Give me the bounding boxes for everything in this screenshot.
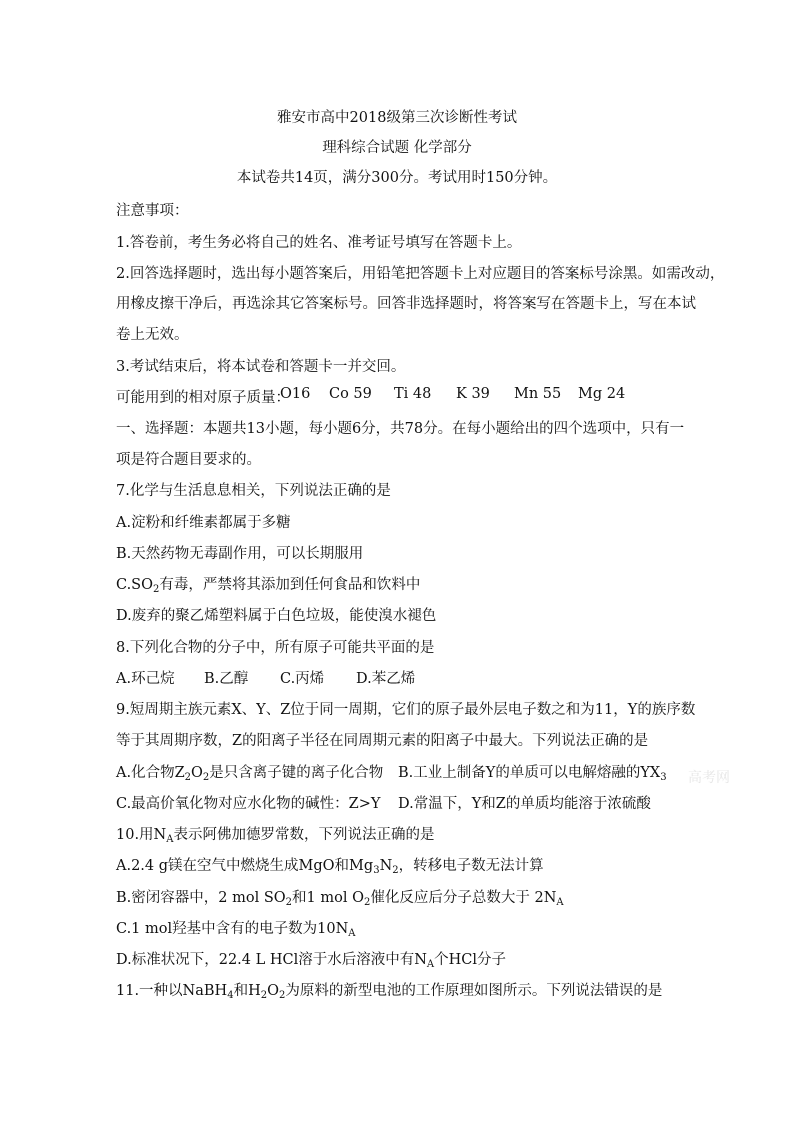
- notice-heading: 注意事项：: [116, 203, 189, 219]
- q9-option-c: C.最高价氧化物对应水化物的碱性：Z>Y: [116, 796, 381, 812]
- atomic-mass-item: Mn 55: [514, 386, 562, 402]
- q10-stem: 10.用$N_A$表示阿佛加德罗常数，下列说法正确的是: [116, 827, 435, 845]
- q10-option-c: C.1 mol羟基中含有的电子数为$10N_A$: [116, 921, 356, 939]
- q8-option-c: C.丙烯: [280, 671, 325, 687]
- q10-option-b: B.密闭容器中，2 mol $SO_2$和1 mol $O_2$催化反应后分子总数大于 $2N_A$: [116, 890, 564, 908]
- q7-option-d: D.废弃的聚乙烯塑料属于白色垃圾，能使溴水褪色: [116, 608, 437, 624]
- section-1-line-1: 一、选择题：本题共13小题，每小题6分，共78分。在每小题给出的四个选项中，只有一: [116, 421, 685, 437]
- q10-option-d: D.标准状况下，22.4 L HCl溶于水后溶液中有$N_A$个HCl分子: [116, 952, 507, 970]
- exam-subtitle: 理科综合试题 化学部分: [322, 140, 472, 156]
- q9-option-b: B.工业上制备Y的单质可以电解熔融的$YX_3$: [398, 765, 667, 783]
- q7-stem: 7.化学与生活息息相关，下列说法正确的是: [116, 483, 391, 499]
- section-1-line-2: 项是符合题目要求的。: [116, 452, 261, 468]
- q8-option-d: D.苯乙烯: [356, 671, 416, 687]
- notice-item-2-line-1: 2.回答选择题时，选出每小题答案后，用铅笔把答题卡上对应题目的答案标号涂黑。如需改动，: [116, 266, 725, 282]
- notice-item-3: 3.考试结束后，将本试卷和答题卡一并交回。: [116, 359, 406, 375]
- notice-item-2-line-2: 用橡皮擦干净后，再选涂其它答案标号。回答非选择题时，将答案写在答题卡上，写在本试: [116, 296, 696, 312]
- notice-item-2-line-3: 卷上无效。: [116, 327, 189, 343]
- exam-title: 雅安市高中2018级第三次诊断性考试: [277, 110, 517, 126]
- atomic-mass-item: Mg 24: [578, 386, 626, 402]
- atomic-mass-item: Co 59: [329, 386, 372, 402]
- q9-option-a: A.化合物$Z_2O_2$是只含离子键的离子化合物: [116, 765, 384, 783]
- notice-item-1: 1.答卷前，考生务必将自己的姓名、准考证号填写在答题卡上。: [116, 235, 522, 251]
- atomic-mass-label: 可能用到的相对原子质量：: [116, 390, 290, 406]
- atomic-mass-item: Ti 48: [394, 386, 432, 402]
- q7-option-b: B.天然药物无毒副作用，可以长期服用: [116, 546, 364, 562]
- atomic-mass-item: K 39: [456, 386, 490, 402]
- q9-option-d: D.常温下，Y和Z的单质均能溶于浓硫酸: [398, 796, 651, 812]
- q9-stem-line-2: 等于其周期序数，Z的阳离子半径在同周期元素的阳离子中最大。下列说法正确的是: [116, 733, 649, 749]
- exam-info: 本试卷共14页，满分300分。考试用时150分钟。: [236, 170, 558, 186]
- atomic-mass-item: O16: [280, 386, 311, 402]
- q9-stem-line-1: 9.短周期主族元素X、Y、Z位于同一周期，它们的原子最外层电子数之和为11，Y的族序数: [116, 702, 696, 718]
- watermark: 高考网: [688, 770, 730, 786]
- q8-stem: 8.下列化合物的分子中，所有原子可能共平面的是: [116, 640, 435, 656]
- q7-option-a: A.淀粉和纤维素都属于多糖: [116, 515, 291, 531]
- q11-stem: 11.一种以NaBH$_4$和$H_2O_2$为原料的新型电池的工作原理如图所示。下列说法错误的是: [116, 983, 663, 1001]
- q10-option-a: A.2.4 g镁在空气中燃烧生成MgO和$Mg_3N_2$，转移电子数无法计算: [116, 858, 544, 876]
- q8-option-b: B.乙醇: [204, 671, 249, 687]
- q8-option-a: A.环己烷: [116, 671, 175, 687]
- q7-option-c: $C.SO_2$有毒，严禁将其添加到任何食品和饮料中: [116, 577, 421, 595]
